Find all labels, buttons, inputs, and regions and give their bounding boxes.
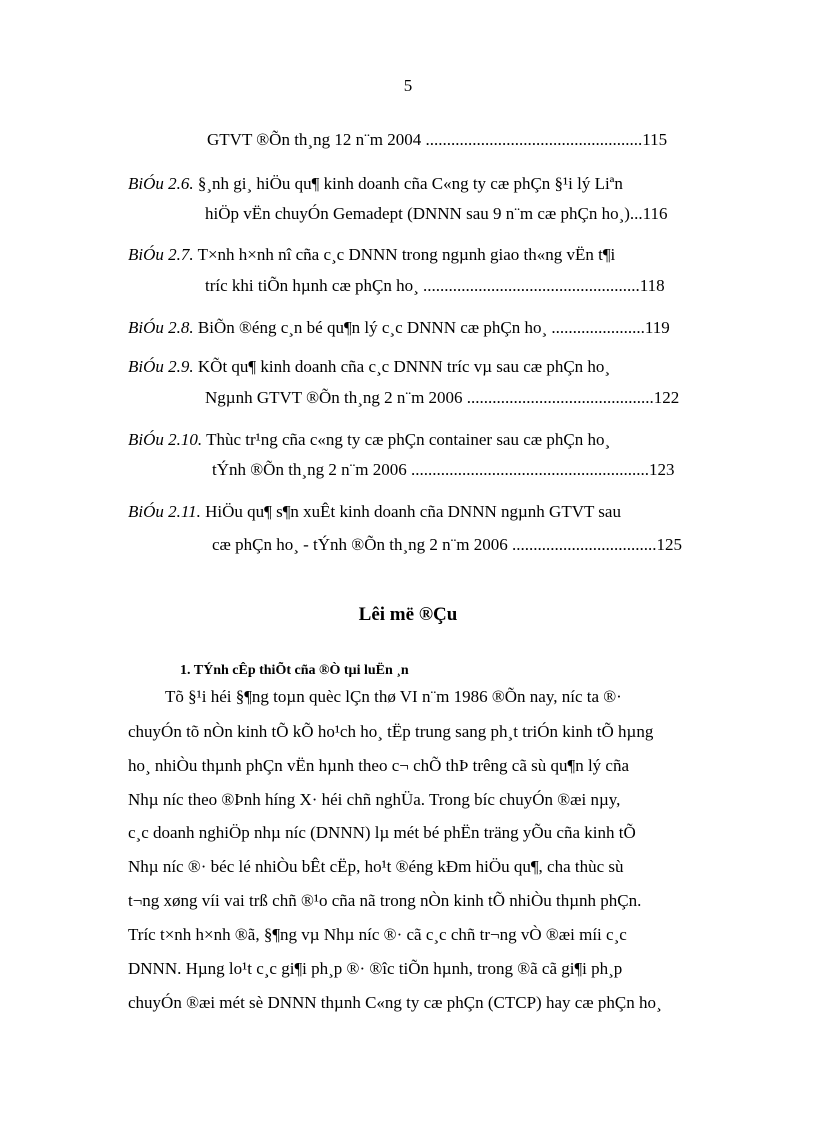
toc-line: hiÖp vËn chuyÓn Gemadept (DNNN sau 9 n¨m cæ phÇn ho¸)...116 (205, 204, 668, 223)
toc-entry (128, 174, 623, 194)
body-line: chuyÓn tõ nÒn kinh tÕ kÕ ho¹ch ho¸ tËp trung sang ph¸t triÓn kinh tÕ hµng (128, 722, 654, 741)
subsection-heading: 1. TÝnh cÊp thiÕt cña ®Ò tµi luËn ¸n (180, 663, 409, 678)
body-line: Tõ §¹i héi §¶ng toµn quèc lÇn thø VI n¨m 1986 ®Õn nay, níc ta ®· (165, 687, 622, 706)
body-line: chuyÓn ®æi mét sè DNNN thµnh C«ng ty cæ phÇn (CTCP) hay cæ phÇn ho¸ (128, 993, 662, 1012)
body-line: Nhµ níc ®· béc lé nhiÒu bÊt cËp, ho¹t ®éng kÐm hiÖu qu¶, cha thùc sù (128, 857, 624, 876)
page-number: 5 (403, 76, 413, 95)
toc-title: HiÖu qu¶ s¶n xuÊt kinh doanh cña DNNN ngµnh GTVT sau (200, 502, 621, 521)
toc-entry (128, 357, 610, 377)
toc-label: BiÓu 2.8. (128, 318, 194, 337)
toc-entry (128, 318, 670, 338)
toc-line: Ngµnh GTVT ®Õn th¸ng 2 n¨m 2006 ............................................122 (205, 388, 680, 407)
toc-title: Thùc tr¹ng cña c«ng ty cæ phÇn container sau cæ phÇn ho¸ (202, 430, 611, 449)
toc-line: cæ phÇn ho¸ - tÝnh ®Õn th¸ng 2 n¨m 2006 ..................................125 (212, 535, 683, 554)
toc-title: T×nh h×nh nî cña c¸c DNNN trong ngµnh giao th«ng vËn t¶i (193, 245, 616, 264)
body-line: Tríc t×nh h×nh ®ã, §¶ng vµ Nhµ níc ®· cã c¸c chñ tr¬ng vÒ ®æi míi c¸c (128, 925, 627, 944)
toc-label: BiÓu 2.9. (128, 357, 194, 376)
toc-line: GTVT ®Õn th¸ng 12 n¨m 2004 ...................................................115 (207, 130, 668, 149)
toc-line: tÝnh ®Õn th¸ng 2 n¨m 2006 ........................................................123 (212, 460, 675, 479)
body-line: ho¸ nhiÒu thµnh phÇn vËn hµnh theo c¬ chÕ thÞ trêng cã sù qu¶n lý cña (128, 756, 630, 775)
toc-label: BiÓu 2.7. (128, 245, 194, 264)
body-line: DNNN. Hµng lo¹t c¸c gi¶i ph¸p ®· ®îc tiÕn hµnh, trong ®ã cã gi¶i ph¸p (128, 959, 623, 978)
body-line: c¸c doanh nghiÖp nhµ níc (DNNN) lµ mét bé phËn träng yÕu cña kinh tÕ (128, 823, 636, 842)
toc-label: BiÓu 2.11. (128, 502, 201, 521)
toc-title: KÕt qu¶ kinh doanh cña c¸c DNNN tríc vµ sau cæ phÇn ho¸ (193, 357, 611, 376)
body-line: Nhµ níc theo ®Þnh híng X· héi chñ nghÜa. Trong bíc chuyÓn ®æi nµy, (128, 790, 621, 809)
toc-line: tríc khi tiÕn hµnh cæ phÇn ho¸ ...................................................118 (205, 276, 665, 295)
section-heading: Lêi më ®Çu (358, 604, 458, 625)
toc-title: BiÕn ®éng c¸n bé qu¶n lý c¸c DNNN cæ phÇn ho¸ ......................119 (193, 318, 670, 337)
toc-title: §¸nh gi¸ hiÖu qu¶ kinh doanh cña C«ng ty cæ phÇn §¹i lý Liªn (193, 174, 623, 193)
toc-entry (128, 245, 615, 265)
toc-label: BiÓu 2.10. (128, 430, 203, 449)
toc-label: BiÓu 2.6. (128, 174, 194, 193)
toc-entry (128, 430, 610, 450)
body-line: t¬ng xøng víi vai trß chñ ®¹o cña nã trong nÒn kinh tÕ nhiÒu thµnh phÇn. (128, 891, 642, 910)
toc-entry (128, 502, 621, 522)
